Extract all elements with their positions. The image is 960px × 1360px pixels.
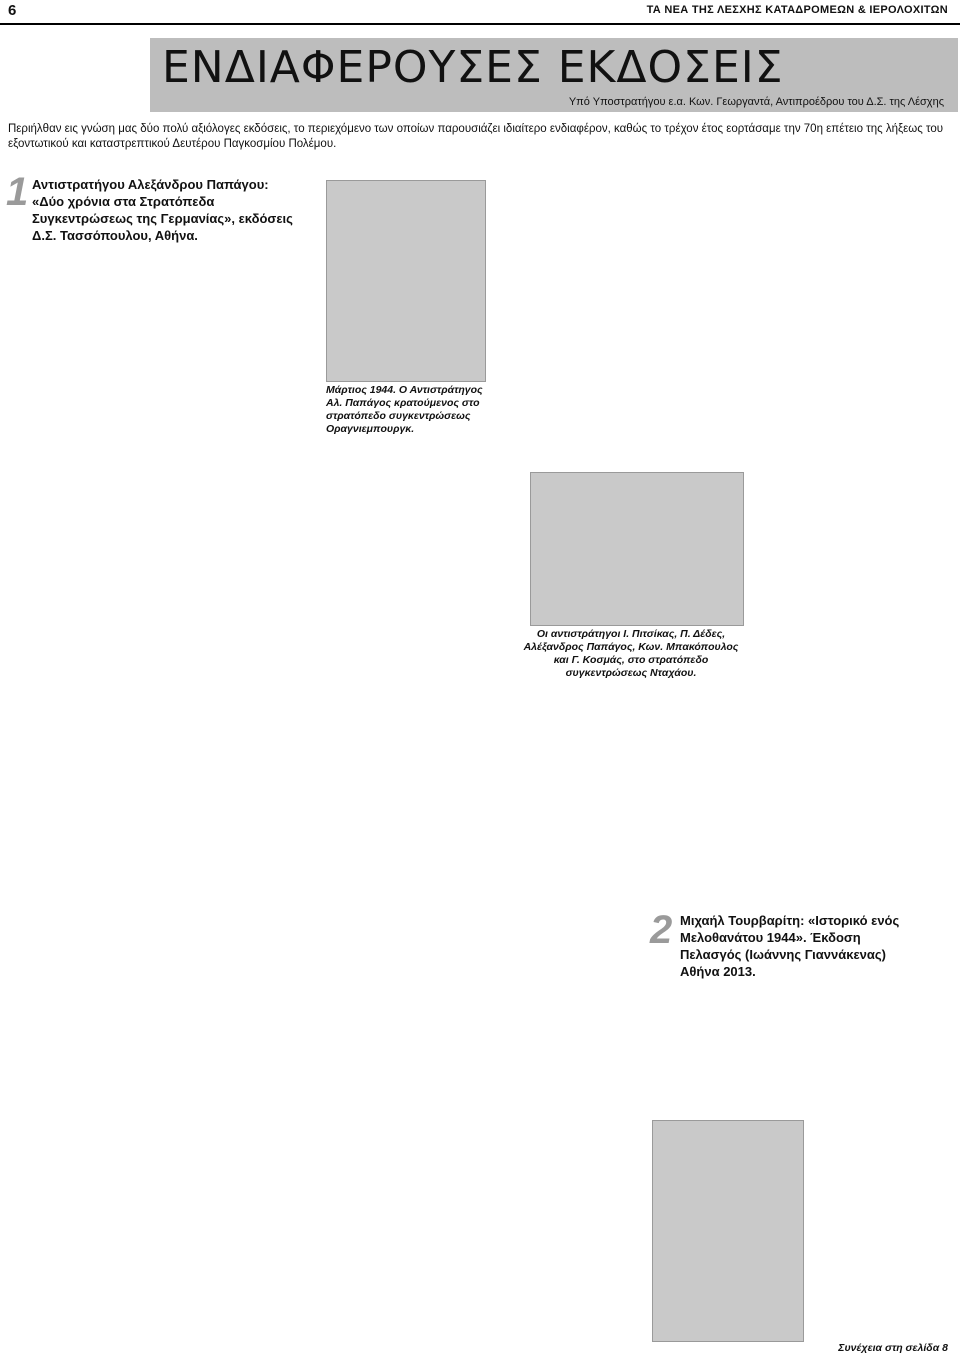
- page-number: 6: [8, 2, 17, 19]
- running-title: ΤΑ ΝΕΑ ΤΗΣ ΛΕΣΧΗΣ ΚΑΤΑΔΡΟΜΕΩΝ & ΙΕΡΟΛΟΧΙΤΩΝ: [646, 4, 948, 16]
- intro-paragraph: Περιήλθαν εις γνώση μας δύο πολύ αξιόλογες εκδόσεις, το περιεχόμενο των οποίων παρουσιάζει ιδιαίτερο ενδιαφέρον, καθώς το τρέχον έτος εορτάσαμε την 70η επέτειο της λήξεως του εξοντωτικού και καταστρεπτικού Δευτέρου Παγκοσμίου Πολέμου.: [8, 123, 944, 150]
- byline: Υπό Υποστρατήγου ε.α. Κων. Γεωργαντά, Αντιπροέδρου του Δ.Σ. της Λέσχης: [568, 96, 944, 108]
- review-1-number: 1: [6, 170, 29, 214]
- photo-generals: [530, 472, 744, 626]
- page-title: ΕΝΔΙΑΦΕΡΟΥΣΕΣ ΕΚΔΟΣΕΙΣ: [162, 42, 784, 93]
- header-rule: [0, 23, 960, 25]
- review-2-number: 2: [650, 908, 673, 952]
- photo-book-cover: [652, 1120, 804, 1342]
- review-1-heading: Αντιστρατήγου Αλεξάνδρου Παπάγου: «Δύο χρόνια στα Στρατόπεδα Συγκεντρώσεως της Γερμανίας», εκδόσεις Δ.Σ. Τασσόπουλου, Αθήνα.: [32, 177, 293, 243]
- photo-papagos-caption: Μάρτιος 1944. Ο Αντιστράτηγος Αλ. Παπάγος κρατούμενος στο στρατόπεδο συγκεντρώσεως Οραγνιεμπουργκ.: [326, 384, 483, 435]
- photo-generals-caption: Οι αντιστράτηγοι Ι. Πιτσίκας, Π. Δέδες, Αλέξανδρος Παπάγος, Κων. Μπακόπουλος και Γ. Κοσμάς, στο στρατόπεδο συγκεντρώσεως Νταχάου.: [523, 628, 739, 679]
- page-header: [0, 0, 960, 24]
- continued-note: Συνέχεια στη σελίδα 8: [838, 1342, 948, 1354]
- photo-papagos: [326, 180, 486, 382]
- review-2-heading: Μιχαήλ Τουρβαρίτη: «Ιστορικό ενός Μελοθανάτου 1944». Έκδοση Πελασγός (Ιωάννης Γιαννάκενας) Αθήνα 2013.: [680, 913, 900, 979]
